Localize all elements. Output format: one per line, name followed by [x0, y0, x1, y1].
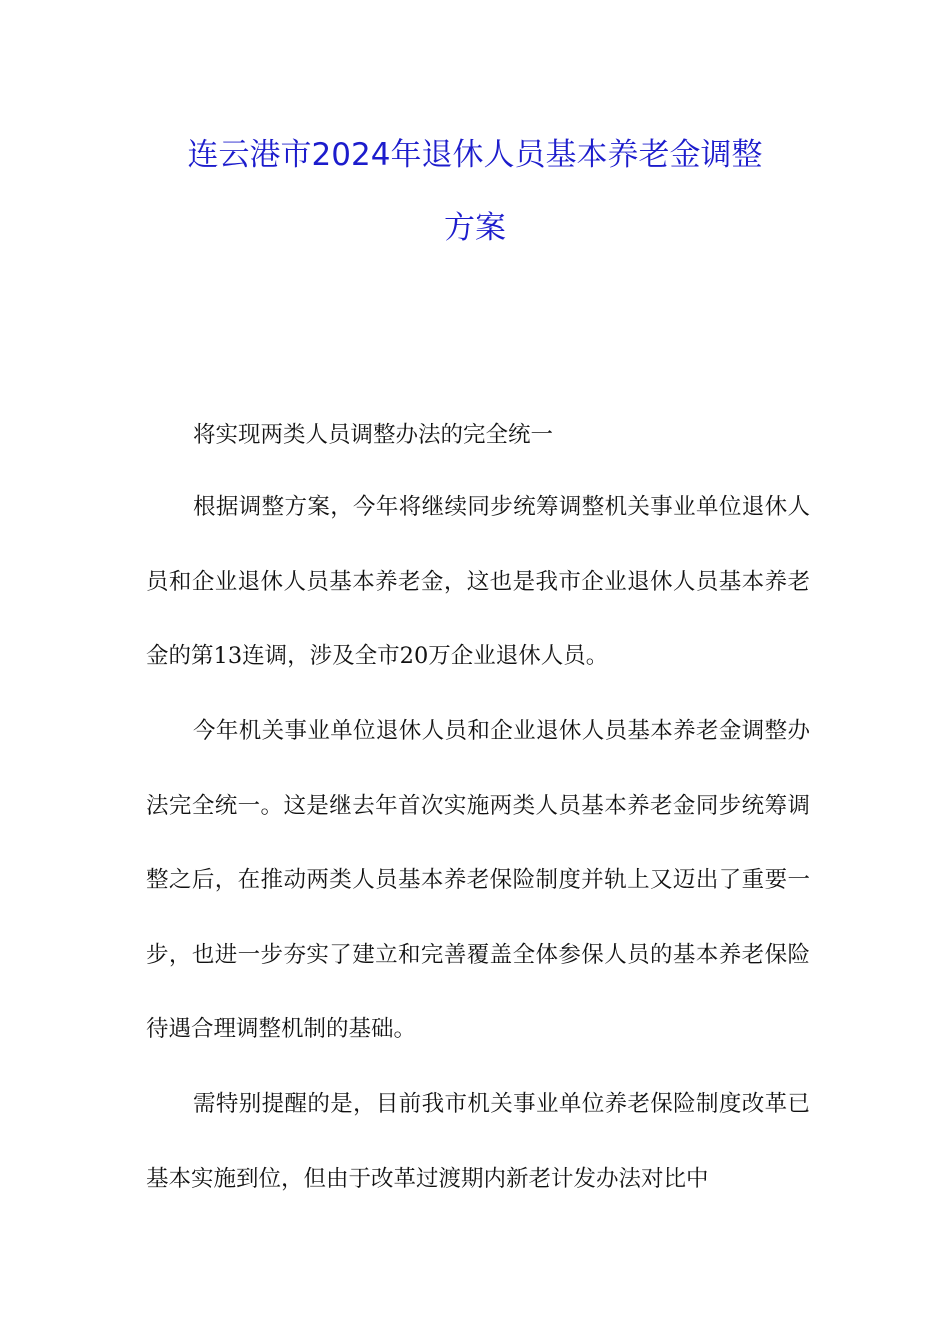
paragraph-unified-method: 今年机关事业单位退休人员和企业退休人员基本养老金调整办法完全统一。这是继去年首次实施两类人员基本养老金同步统筹调整之后，在推动两类人员基本养老保险制度并轨上又迈出了重要一步，也进一步夯实了建立和完善覆盖全体参保人员的基本养老保险待遇合理调整机制的基础。	[146, 718, 810, 1043]
paragraph-reminder: 需特别提醒的是，目前我市机关事业单位养老保险制度改革已基本实施到位，但由于改革过渡期内新老计发办法对比中	[146, 1091, 810, 1192]
document-title-line-1: 连云港市2024年退休人员基本养老金调整	[187, 137, 763, 173]
paragraph-subheading: 将实现两类人员调整办法的完全统一	[193, 422, 554, 448]
paragraph-adjustment-plan: 根据调整方案，今年将继续同步统筹调整机关事业单位退休人员和企业退休人员基本养老金，这也是我市企业退休人员基本养老金的第13连调，涉及全市20万企业退休人员。	[146, 494, 810, 670]
document-title-line-2: 方案	[444, 210, 506, 246]
